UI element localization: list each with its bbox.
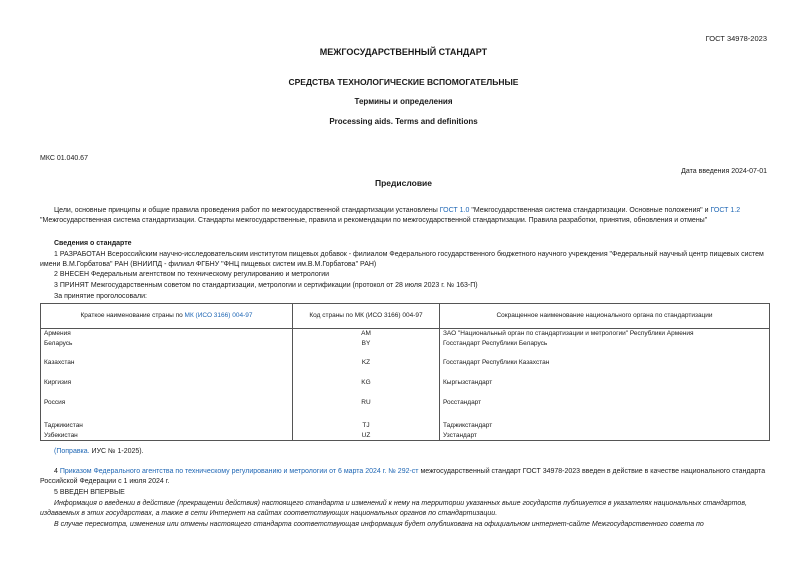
document-code: ГОСТ 34978-2023 xyxy=(705,34,767,43)
item-developed: 1 РАЗРАБОТАН Всероссийским научно-исследовательским институтом пищевых добавок - филиалом Федерального государственного бюджетного научного учреждения "Федеральный научный центр пищевых систем имени В.М.Горбатова" РАН (ВНИИПД - филиал ФГБНУ "ФНЦ пищевых систем им.В.М.Горбатова" РАН) xyxy=(40,251,764,268)
document-subtitle: Термины и определения xyxy=(354,97,453,106)
about-standard-heading: Сведения о стандарте xyxy=(54,240,132,247)
info-paragraph-1: Информация о введении в действие (прекращении действия) настоящего стандарта и изменений к нему на территории указанных выше государств публикуется в указателях национальных стандартов, издаваемых в этих государствах, а также в сети Интернет на сайтах соответствующих национальных органов по стандартизации. xyxy=(40,500,747,517)
table-row: Казахстан KZ Госстандарт Республики Казахстан xyxy=(41,358,770,378)
gost-1-0-link[interactable]: ГОСТ 1.0 xyxy=(439,207,470,214)
table-header-row xyxy=(41,304,770,329)
gost-1-2-link[interactable]: ГОСТ 1.2 xyxy=(710,207,741,214)
preface-paragraph-1: Цели, основные принципы и общие правила проведения работ по межгосударственной стандартизации установлены ГОСТ 1.0 "Межгосударственная система стандартизации. Основные положения" и ГОСТ 1.2 "Межгосударственная система стандартизации. Стандарты межгосударственные, правила и рекомендации по межгосударственной стандартизации. Правила разработки, принятия, обновления и отмены" xyxy=(40,207,741,224)
table-row: Киргизия KG Кыргызстандарт xyxy=(41,378,770,398)
voted-label: За принятие проголосовали: xyxy=(54,293,147,300)
table-row: Армения AM ЗАО "Национальный орган по стандартизации и метрологии" Республики Армения xyxy=(41,329,770,339)
mks-code: МКС 01.040.67 xyxy=(40,155,88,162)
preface-heading: Предисловие xyxy=(374,178,433,188)
standard-type-title: МЕЖГОСУДАРСТВЕННЫЙ СТАНДАРТ xyxy=(319,47,488,57)
header-country-name: Краткое наименование страны по МК (ИСО 3166) 004-97 xyxy=(41,304,293,329)
document-title-english: Processing aids. Terms and definitions xyxy=(329,117,478,126)
mk-iso-3166-link[interactable]: МК (ИСО 3166) 004-97 xyxy=(184,312,253,319)
info-paragraph-2: В случае пересмотра, изменения или отмены настоящего стандарта соответствующая информация будет опубликована на официальном интернет-сайте Межгосударственного совета по xyxy=(54,521,704,528)
table-row: Беларусь BY Госстандарт Республики Беларусь xyxy=(41,339,770,358)
item-first-introduced: 5 ВВЕДЕН ВПЕРВЫЕ xyxy=(54,489,125,496)
table-row: Россия RU Росстандарт xyxy=(41,398,770,421)
header-country-code: Код страны по МК (ИСО 3166) 004-97 xyxy=(293,304,440,329)
item-adopted: 3 ПРИНЯТ Межгосударственным советом по стандартизации, метрологии и сертификации (протокол от 28 июля 2023 г. № 163-П) xyxy=(54,282,478,289)
header-national-body: Сокращенное наименование национального органа по стандартизации xyxy=(440,304,770,329)
item-submitted: 2 ВНЕСЕН Федеральным агентством по техническому регулированию и метрологии xyxy=(54,271,330,278)
item-order: 4 Приказом Федерального агентства по техническому регулированию и метрологии от 6 марта 2024 г. № 292-ст межгосударственный стандарт ГОСТ 34978-2023 введен в действие в качестве национального стандарта Российской Федерации с 1 июля 2024 г. xyxy=(40,468,766,485)
countries-table xyxy=(40,303,770,441)
order-link[interactable]: Приказом Федерального агентства по техническому регулированию и метрологии от 6 марта 2024 г. № 292-ст xyxy=(59,468,419,475)
amendment-link[interactable]: (Поправка. xyxy=(54,448,90,455)
introduction-date: Дата введения 2024-07-01 xyxy=(681,168,767,175)
table-row: Узбекистан UZ Узстандарт xyxy=(41,431,770,441)
amendment-note: (Поправка. ИУС № 1-2025). xyxy=(54,448,144,455)
table-row: Таджикистан TJ Таджикстандарт xyxy=(41,421,770,431)
document-title: СРЕДСТВА ТЕХНОЛОГИЧЕСКИЕ ВСПОМОГАТЕЛЬНЫЕ xyxy=(288,77,519,87)
